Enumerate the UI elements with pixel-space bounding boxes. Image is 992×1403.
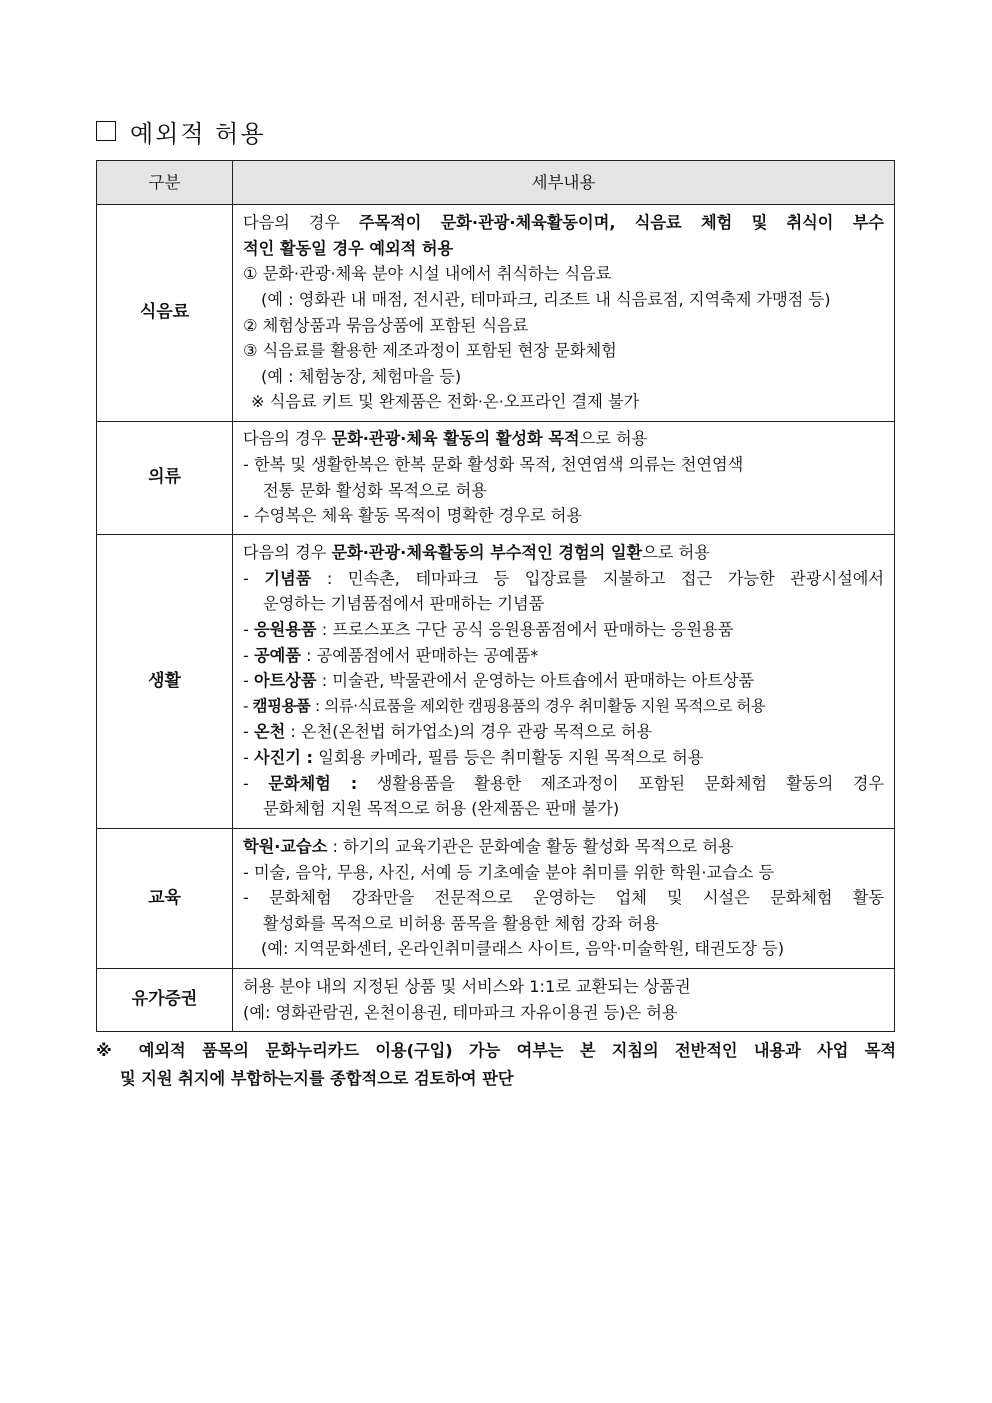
food-line-5: ② 체험상품과 묶음상품에 포함된 식음료	[243, 315, 529, 335]
living-item: - 문화체험 : 생활용품을 활용한 제조과정이 포함된 문화체험 활동의 경우	[243, 773, 884, 793]
food-line-7: (예 : 체험농장, 체험마을 등)	[261, 366, 462, 386]
table-header-row	[97, 161, 895, 205]
table-row-living	[97, 535, 895, 829]
securities-line-2: (예: 영화관람권, 온천이용권, 테마파크 자유이용권 등)은 허용	[243, 1002, 678, 1022]
heading-text: 예외적 허용	[130, 119, 266, 148]
footnote	[96, 1037, 896, 1093]
table-row-securities	[97, 969, 895, 1032]
clothing-line-1: 다음의 경우 문화·관광·체육 활동의 활성화 목적으로 허용	[243, 429, 648, 449]
education-line-1: 학원·교습소 : 하기의 교육기관은 문화예술 활동 활성화 목적으로 허용	[243, 837, 734, 857]
table-row-clothing	[97, 422, 895, 535]
living-item-cont: 문화체험 지원 목적으로 허용 (완제품은 판매 불가)	[263, 799, 620, 819]
education-line-4: 활성화를 목적으로 비허용 품목을 활용한 체험 강좌 허용	[263, 913, 659, 933]
living-item-cont: 운영하는 기념품점에서 판매하는 기념품	[263, 594, 545, 614]
footnote-line-1: ※ 예외적 품목의 문화누리카드 이용(구입) 가능 여부는 본 지침의 전반적인 내용과 사업 목적	[96, 1041, 896, 1060]
table-row-education	[97, 829, 895, 969]
food-line-3: ① 문화·관광·체육 분야 시설 내에서 취식하는 식음료	[243, 264, 612, 284]
category-education: 교육	[97, 829, 233, 969]
details-education	[233, 829, 895, 969]
details-securities	[233, 969, 895, 1032]
checkbox-square-icon	[96, 121, 116, 141]
living-item: - 응원용품 : 프로스포츠 구단 공식 응원용품점에서 판매하는 응원용품	[243, 620, 734, 640]
details-clothing	[233, 422, 895, 535]
category-living: 생활	[97, 535, 233, 829]
education-line-2: - 미술, 음악, 무용, 사진, 서예 등 기초예술 분야 취미를 위한 학원·교습소 등	[243, 862, 775, 882]
section-heading	[96, 114, 266, 148]
living-item: - 기념품 : 민속촌, 테마파크 등 입장료를 지불하고 접근 가능한 관광시설에서	[243, 568, 884, 588]
header-details: 세부내용	[233, 161, 895, 205]
living-item: - 온천 : 온천(온천법 허가업소)의 경우 관광 목적으로 허용	[243, 722, 653, 742]
clothing-line-3: 전통 문화 활성화 목적으로 허용	[263, 480, 487, 500]
food-line-2: 적인 활동일 경우 예외적 허용	[243, 238, 454, 258]
details-food	[233, 205, 895, 422]
table-row-food	[97, 205, 895, 422]
clothing-line-4: - 수영복은 체육 활동 목적이 명확한 경우로 허용	[243, 506, 582, 526]
exception-table	[96, 160, 895, 1032]
header-category: 구분	[97, 161, 233, 205]
food-line-8: ※ 식음료 키트 및 완제품은 전화·온·오프라인 결제 불가	[251, 392, 640, 412]
living-item: - 아트상품 : 미술관, 박물관에서 운영하는 아트숍에서 판매하는 아트상품	[243, 671, 755, 691]
category-clothing: 의류	[97, 422, 233, 535]
category-food: 식음료	[97, 205, 233, 422]
education-line-5: (예: 지역문화센터, 온라인취미클래스 사이트, 음악·미술학원, 태권도장 등)	[261, 939, 785, 959]
living-item: - 사진기 : 일회용 카메라, 필름 등은 취미활동 지원 목적으로 허용	[243, 747, 704, 767]
footnote-line-2: 및 지원 취지에 부합하는지를 종합적으로 검토하여 판단	[120, 1069, 514, 1088]
food-line-1: 다음의 경우 주목적이 문화·관광·체육활동이며, 식음료 체험 및 취식이 부수	[243, 213, 884, 233]
living-item: - 공예품 : 공예품점에서 판매하는 공예품*	[243, 645, 539, 665]
securities-line-1: 허용 분야 내의 지정된 상품 및 서비스와 1:1로 교환되는 상품권	[243, 976, 691, 996]
education-line-3: - 문화체험 강좌만을 전문적으로 운영하는 업체 및 시설은 문화체험 활동	[243, 888, 884, 908]
details-living	[233, 535, 895, 829]
category-securities: 유가증권	[97, 969, 233, 1032]
living-line-1: 다음의 경우 문화·관광·체육활동의 부수적인 경험의 일환으로 허용	[243, 543, 710, 563]
food-line-4: (예 : 영화관 내 매점, 전시관, 테마파크, 리조트 내 식음료점, 지역축제 가맹점 등)	[261, 289, 831, 309]
living-item: - 캠핑용품 : 의류·식료품을 제외한 캠핑용품의 경우 취미활동 지원 목적으로 허용	[243, 696, 766, 715]
clothing-line-2: - 한복 및 생활한복은 한복 문화 활성화 목적, 천연염색 의류는 천연염색	[243, 454, 744, 474]
food-line-6: ③ 식음료를 활용한 제조과정이 포함된 현장 문화체험	[243, 341, 617, 361]
